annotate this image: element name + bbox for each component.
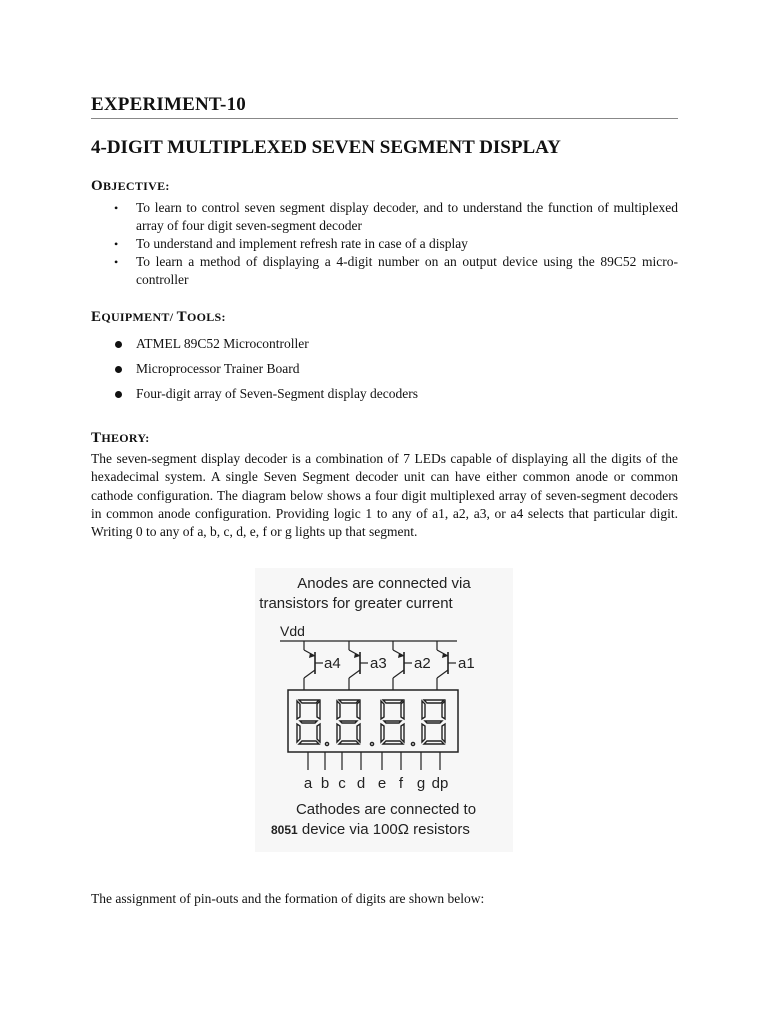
pin-label-f: f bbox=[398, 775, 404, 792]
equipment-list bbox=[91, 335, 678, 410]
equipment-heading: EQUIPMENT/ TOOLS: bbox=[91, 309, 226, 325]
objective-list bbox=[91, 199, 678, 289]
pin-label-c: c bbox=[338, 775, 346, 792]
equipment-item: Four-digit array of Seven-Segment display decoders bbox=[91, 385, 678, 403]
cathode-caption-end: resistors bbox=[409, 821, 470, 838]
objective-heading: OBJECTIVE: bbox=[91, 178, 170, 194]
pinout-intro-text: The assignment of pin-outs and the formation of digits are shown below: bbox=[91, 891, 485, 906]
pin-label-dp: dp bbox=[431, 775, 449, 792]
theory-paragraph: The seven-segment display decoder is a combination of 7 LEDs capable of displaying all the digits of the hexadecimal system. A single Seven Segment decoder unit can have either common anode or common cathode configuration. The diagram below shows a four digit multiplexed array of seven-segment decoders in common anode configuration. Providing logic 1 to any of a1, a2, a3, or a4 selects that particular digit. Writing 0 to any of a, b, c, d, e, f or g lights up that segment. bbox=[91, 451, 678, 540]
equipment-item: Microprocessor Trainer Board bbox=[91, 360, 678, 378]
title-divider bbox=[91, 118, 678, 119]
equipment-item: ATMEL 89C52 Microcontroller bbox=[91, 335, 678, 353]
anode-label-a1: a1 bbox=[458, 655, 475, 672]
pin-label-b: b bbox=[320, 775, 330, 792]
cathode-caption-value: 100Ω bbox=[372, 821, 409, 838]
experiment-title: EXPERIMENT-10 bbox=[91, 94, 246, 115]
cathode-caption-prefix: 8051 bbox=[271, 823, 298, 837]
cathode-caption-line1: Cathodes are connected to bbox=[295, 801, 477, 818]
vdd-label: Vdd bbox=[280, 623, 305, 639]
objective-item: • To learn to control seven segment display decoder, and to understand the function of multiplexed array of four digit seven-segment decoder bbox=[91, 199, 678, 235]
pin-label-d: d bbox=[356, 775, 366, 792]
diagram-svg bbox=[255, 568, 513, 852]
anode-label-a3: a3 bbox=[370, 655, 387, 672]
anode-label-a2: a2 bbox=[414, 655, 431, 672]
objective-item: • To learn a method of displaying a 4-digit number on an output device using the 89C52 micro-controller bbox=[91, 253, 678, 289]
anode-caption-line1: Anodes are connected via bbox=[297, 575, 471, 592]
cathode-caption-line2 bbox=[271, 821, 470, 838]
objective-item: • To understand and implement refresh rate in case of a display bbox=[91, 235, 678, 253]
main-title: 4-DIGIT MULTIPLEXED SEVEN SEGMENT DISPLAY bbox=[91, 137, 561, 158]
seven-segment-diagram bbox=[255, 568, 513, 852]
pin-label-g: g bbox=[416, 775, 426, 792]
anode-caption-line2: transistors for greater current bbox=[259, 595, 453, 612]
pin-label-a: a bbox=[303, 775, 313, 792]
cathode-caption-mid: device via bbox=[297, 821, 373, 838]
anode-label-a4: a4 bbox=[324, 655, 341, 672]
pin-label-e: e bbox=[377, 775, 387, 792]
theory-heading: THEORY: bbox=[91, 430, 150, 446]
